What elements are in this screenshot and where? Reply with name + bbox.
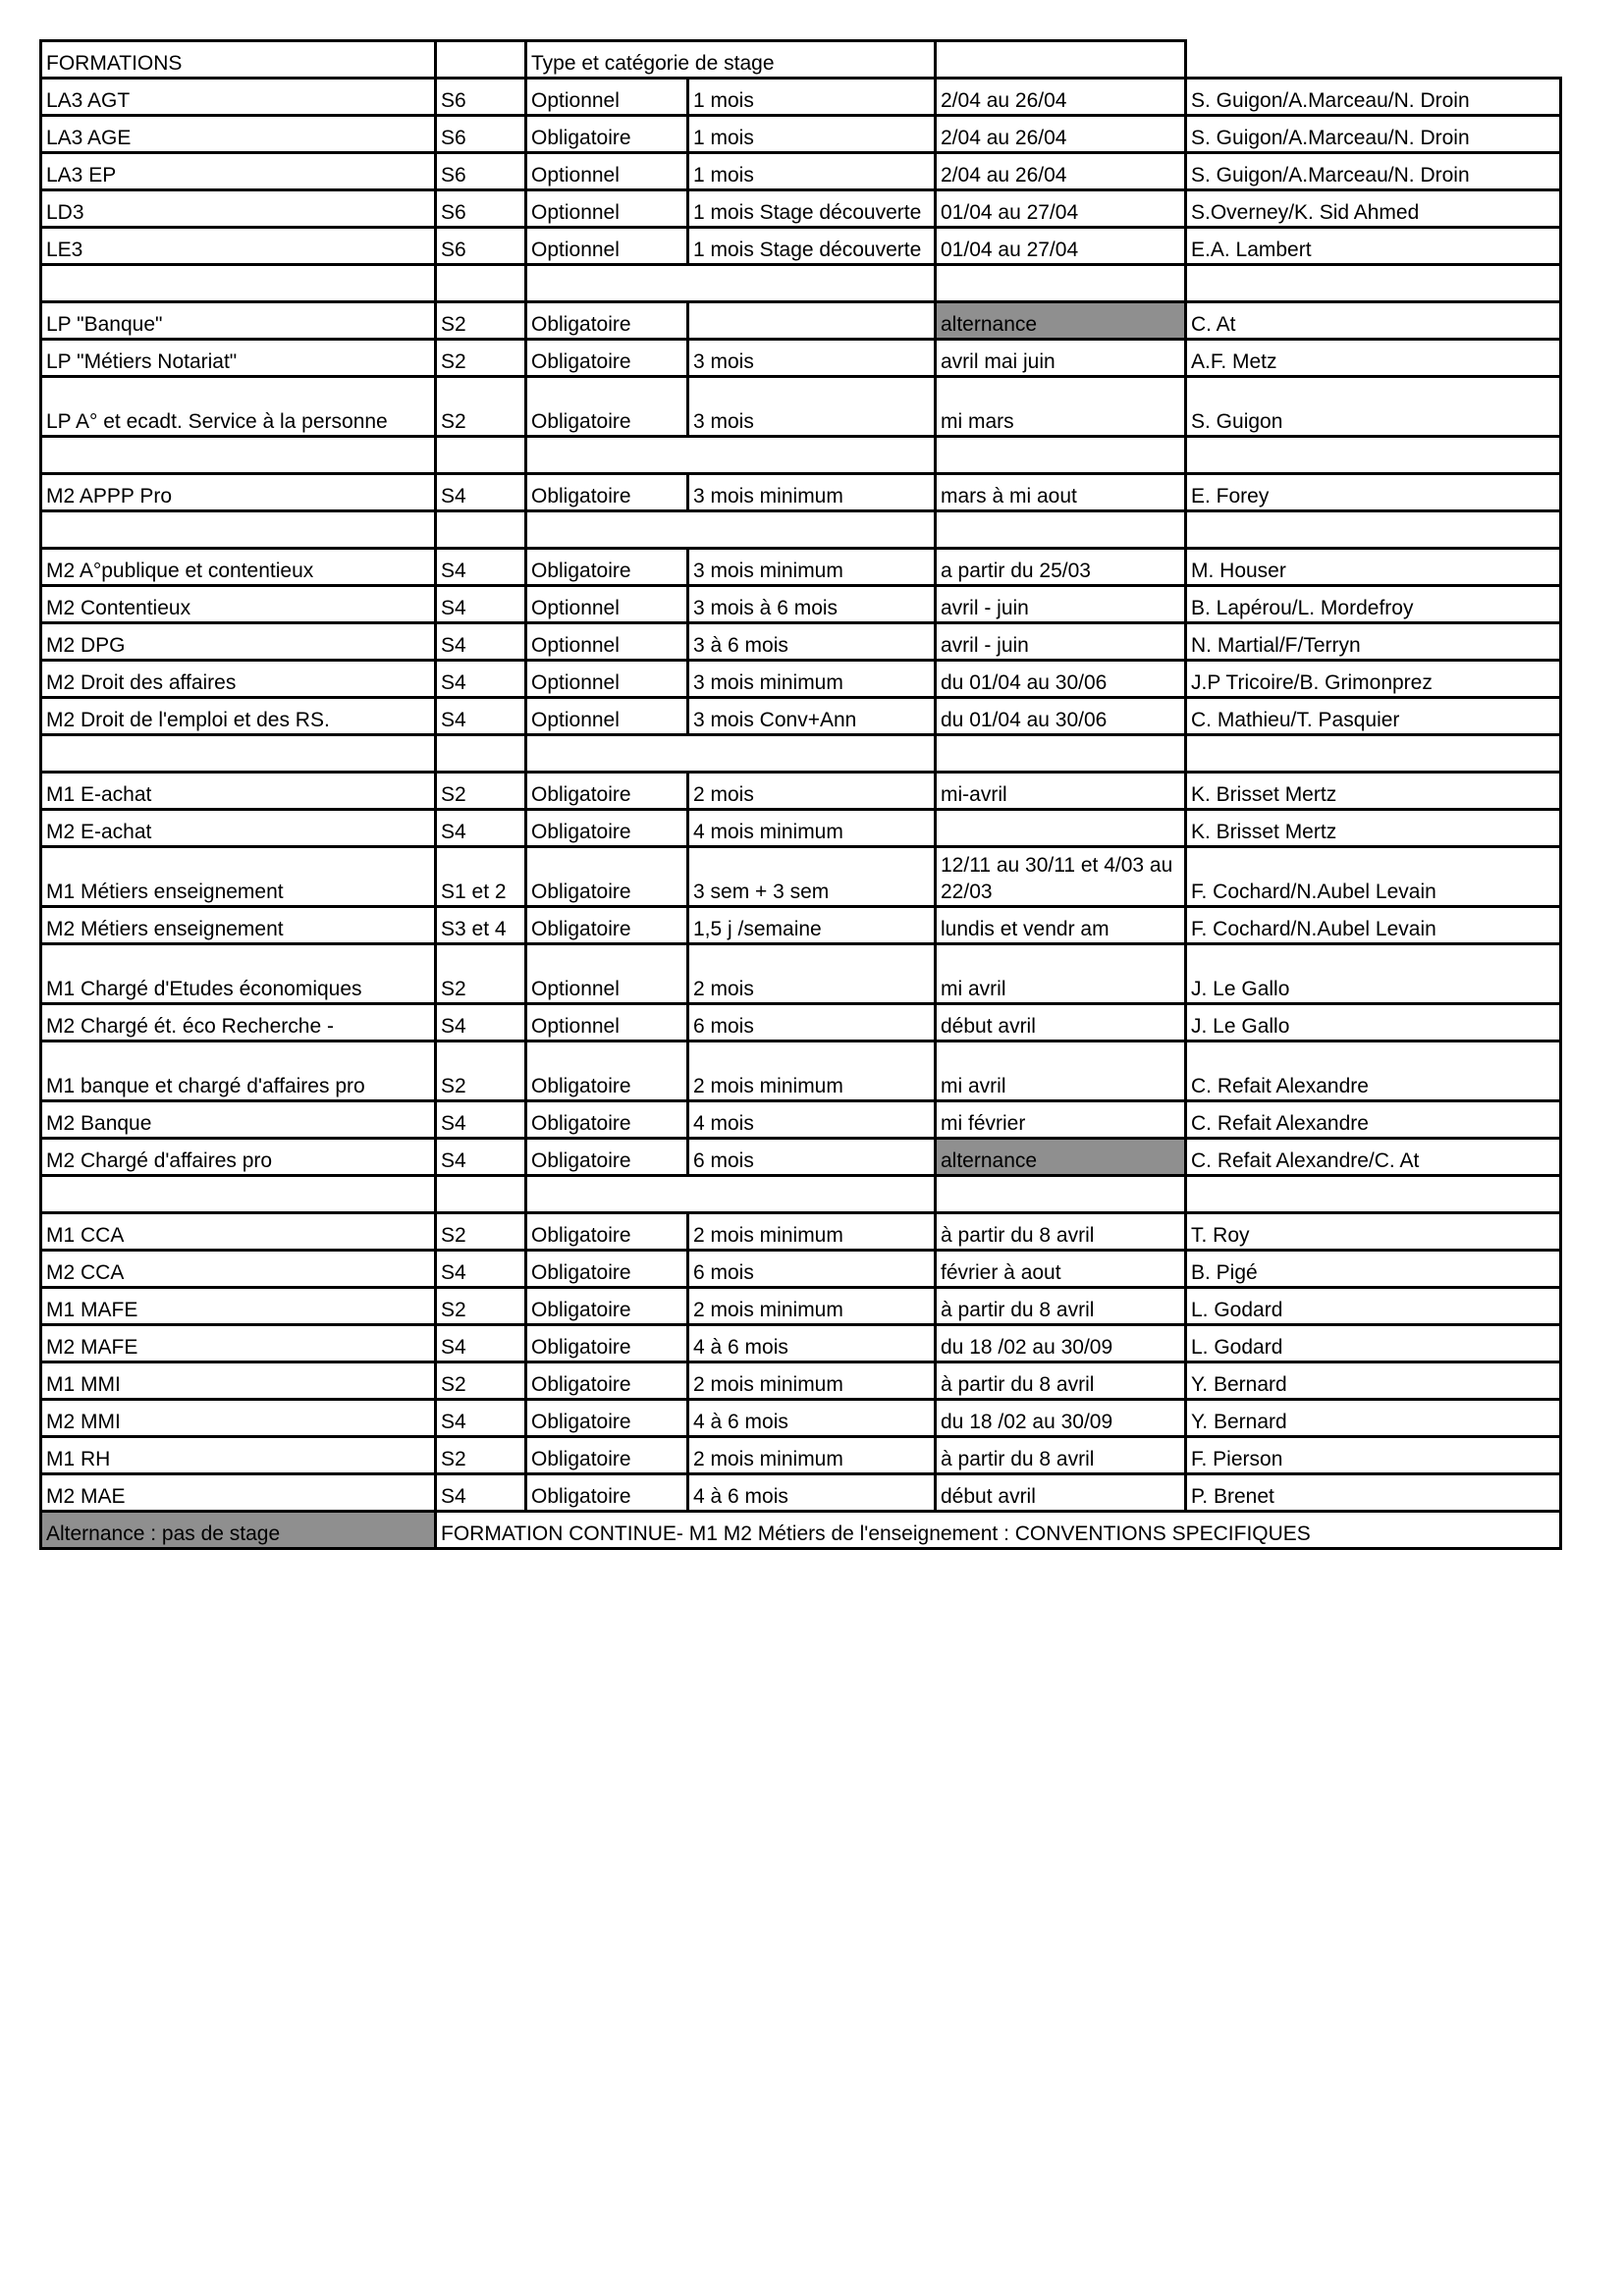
type-cell: Obligatoire bbox=[526, 302, 688, 340]
period-cell: à partir du 8 avril bbox=[936, 1437, 1186, 1474]
contact-cell: C. Refait Alexandre bbox=[1186, 1041, 1561, 1101]
semester-cell: S2 bbox=[436, 1362, 526, 1400]
table-row bbox=[41, 1139, 1561, 1176]
period-cell: à partir du 8 avril bbox=[936, 1362, 1186, 1400]
table-row bbox=[41, 79, 1561, 116]
period-cell: alternance bbox=[936, 302, 1186, 340]
formation-cell: LA3 AGE bbox=[41, 116, 436, 153]
period-cell: à partir du 8 avril bbox=[936, 1288, 1186, 1325]
contact-cell: K. Brisset Mertz bbox=[1186, 810, 1561, 847]
contact-cell: L. Godard bbox=[1186, 1325, 1561, 1362]
table-row bbox=[41, 1213, 1561, 1251]
semester-cell: S4 bbox=[436, 1325, 526, 1362]
period-cell: 2/04 au 26/04 bbox=[936, 153, 1186, 190]
type-cell: Optionnel bbox=[526, 623, 688, 661]
table-row bbox=[41, 773, 1561, 810]
period-cell: 01/04 au 27/04 bbox=[936, 228, 1186, 265]
contact-cell: S. Guigon/A.Marceau/N. Droin bbox=[1186, 116, 1561, 153]
contact-cell: E.A. Lambert bbox=[1186, 228, 1561, 265]
formation-cell: LP "Banque" bbox=[41, 302, 436, 340]
contact-cell: J. Le Gallo bbox=[1186, 944, 1561, 1004]
table-row bbox=[41, 944, 1561, 1004]
table-row bbox=[41, 1251, 1561, 1288]
contact-cell: S. Guigon bbox=[1186, 377, 1561, 437]
semester-cell: S4 bbox=[436, 623, 526, 661]
period-cell: a partir du 25/03 bbox=[936, 549, 1186, 586]
duration-cell: 2 mois minimum bbox=[688, 1288, 936, 1325]
duration-cell: 2 mois minimum bbox=[688, 1362, 936, 1400]
empty-cell bbox=[936, 1176, 1186, 1213]
empty-cell bbox=[1186, 437, 1561, 474]
table-row bbox=[41, 474, 1561, 511]
empty-cell bbox=[1186, 511, 1561, 549]
period-cell: 01/04 au 27/04 bbox=[936, 190, 1186, 228]
formation-cell: M2 Droit des affaires bbox=[41, 661, 436, 698]
semester-cell: S4 bbox=[436, 1474, 526, 1512]
contact-cell: P. Brenet bbox=[1186, 1474, 1561, 1512]
type-cell: Optionnel bbox=[526, 698, 688, 735]
semester-cell: S2 bbox=[436, 377, 526, 437]
duration-cell: 3 à 6 mois bbox=[688, 623, 936, 661]
table-row bbox=[41, 1437, 1561, 1474]
period-cell: du 18 /02 au 30/09 bbox=[936, 1400, 1186, 1437]
semester-cell: S6 bbox=[436, 228, 526, 265]
table-row bbox=[41, 1362, 1561, 1400]
duration-cell: 1,5 j /semaine bbox=[688, 907, 936, 944]
semester-cell: S4 bbox=[436, 810, 526, 847]
empty-cell bbox=[41, 1176, 436, 1213]
type-cell: Obligatoire bbox=[526, 377, 688, 437]
table-row bbox=[41, 377, 1561, 437]
contact-cell: Y. Bernard bbox=[1186, 1400, 1561, 1437]
contact-cell: S. Guigon/A.Marceau/N. Droin bbox=[1186, 153, 1561, 190]
contact-cell: J.P Tricoire/B. Grimonprez bbox=[1186, 661, 1561, 698]
duration-cell: 4 à 6 mois bbox=[688, 1325, 936, 1362]
empty-cell bbox=[526, 511, 936, 549]
formation-cell: M2 Contentieux bbox=[41, 586, 436, 623]
duration-cell: 4 à 6 mois bbox=[688, 1474, 936, 1512]
type-cell: Obligatoire bbox=[526, 474, 688, 511]
type-cell: Obligatoire bbox=[526, 1437, 688, 1474]
formation-cell: M1 RH bbox=[41, 1437, 436, 1474]
empty-cell bbox=[526, 1176, 936, 1213]
table-row bbox=[41, 847, 1561, 907]
duration-cell: 1 mois Stage découverte bbox=[688, 190, 936, 228]
contact-cell: A.F. Metz bbox=[1186, 340, 1561, 377]
period-cell: mi mars bbox=[936, 377, 1186, 437]
table-row bbox=[41, 228, 1561, 265]
formation-cell: LP "Métiers Notariat" bbox=[41, 340, 436, 377]
formation-cell: M2 MAE bbox=[41, 1474, 436, 1512]
type-cell: Optionnel bbox=[526, 661, 688, 698]
duration-cell: 3 mois bbox=[688, 377, 936, 437]
semester-cell: S6 bbox=[436, 116, 526, 153]
type-cell: Obligatoire bbox=[526, 1474, 688, 1512]
type-cell: Obligatoire bbox=[526, 340, 688, 377]
table-row bbox=[41, 1325, 1561, 1362]
semester-cell: S4 bbox=[436, 1400, 526, 1437]
type-cell: Obligatoire bbox=[526, 1362, 688, 1400]
duration-cell: 4 mois bbox=[688, 1101, 936, 1139]
duration-cell: 2 mois bbox=[688, 944, 936, 1004]
contact-cell: C. At bbox=[1186, 302, 1561, 340]
table-row bbox=[41, 623, 1561, 661]
duration-cell: 3 mois bbox=[688, 340, 936, 377]
empty-cell bbox=[41, 511, 436, 549]
type-cell: Optionnel bbox=[526, 153, 688, 190]
empty-cell bbox=[41, 437, 436, 474]
type-cell: Optionnel bbox=[526, 1004, 688, 1041]
type-cell: Obligatoire bbox=[526, 116, 688, 153]
semester-cell: S4 bbox=[436, 1004, 526, 1041]
blank-separator-row bbox=[41, 511, 1561, 549]
formation-cell: M1 MAFE bbox=[41, 1288, 436, 1325]
contact-cell: J. Le Gallo bbox=[1186, 1004, 1561, 1041]
header-empty bbox=[1186, 41, 1561, 79]
period-cell bbox=[936, 810, 1186, 847]
table-row bbox=[41, 661, 1561, 698]
contact-cell: S.Overney/K. Sid Ahmed bbox=[1186, 190, 1561, 228]
formation-cell: M1 MMI bbox=[41, 1362, 436, 1400]
empty-cell bbox=[1186, 735, 1561, 773]
semester-cell: S4 bbox=[436, 1139, 526, 1176]
table-row bbox=[41, 302, 1561, 340]
semester-cell: S1 et 2 bbox=[436, 847, 526, 907]
empty-cell bbox=[936, 735, 1186, 773]
table-row bbox=[41, 549, 1561, 586]
duration-cell bbox=[688, 302, 936, 340]
blank-separator-row bbox=[41, 735, 1561, 773]
semester-cell: S4 bbox=[436, 549, 526, 586]
type-cell: Obligatoire bbox=[526, 907, 688, 944]
period-cell: du 18 /02 au 30/09 bbox=[936, 1325, 1186, 1362]
type-cell: Obligatoire bbox=[526, 1251, 688, 1288]
period-cell: 2/04 au 26/04 bbox=[936, 116, 1186, 153]
header-formations: FORMATIONS bbox=[41, 41, 436, 79]
duration-cell: 3 mois minimum bbox=[688, 661, 936, 698]
semester-cell: S4 bbox=[436, 661, 526, 698]
semester-cell: S2 bbox=[436, 773, 526, 810]
contact-cell: N. Martial/F/Terryn bbox=[1186, 623, 1561, 661]
duration-cell: 3 mois Conv+Ann bbox=[688, 698, 936, 735]
empty-cell bbox=[936, 511, 1186, 549]
contact-cell: L. Godard bbox=[1186, 1288, 1561, 1325]
period-cell: lundis et vendr am bbox=[936, 907, 1186, 944]
period-cell: alternance bbox=[936, 1139, 1186, 1176]
empty-cell bbox=[436, 1176, 526, 1213]
table-row bbox=[41, 907, 1561, 944]
empty-cell bbox=[936, 437, 1186, 474]
semester-cell: S2 bbox=[436, 1288, 526, 1325]
duration-cell: 2 mois bbox=[688, 773, 936, 810]
duration-cell: 6 mois bbox=[688, 1251, 936, 1288]
duration-cell: 3 mois à 6 mois bbox=[688, 586, 936, 623]
semester-cell: S2 bbox=[436, 1437, 526, 1474]
table-row bbox=[41, 153, 1561, 190]
period-cell: à partir du 8 avril bbox=[936, 1213, 1186, 1251]
table-row bbox=[41, 1400, 1561, 1437]
empty-cell bbox=[436, 511, 526, 549]
semester-cell: S2 bbox=[436, 1213, 526, 1251]
internship-table bbox=[39, 39, 1562, 1550]
table-row bbox=[41, 698, 1561, 735]
type-cell: Obligatoire bbox=[526, 549, 688, 586]
formation-cell: M2 MAFE bbox=[41, 1325, 436, 1362]
formation-cell: M2 Métiers enseignement bbox=[41, 907, 436, 944]
table-body bbox=[41, 79, 1561, 1512]
type-cell: Obligatoire bbox=[526, 1325, 688, 1362]
semester-cell: S4 bbox=[436, 474, 526, 511]
table-row bbox=[41, 340, 1561, 377]
empty-cell bbox=[1186, 265, 1561, 302]
duration-cell: 3 mois minimum bbox=[688, 474, 936, 511]
header-type: Type et catégorie de stage bbox=[526, 41, 936, 79]
table-row bbox=[41, 810, 1561, 847]
footer-row bbox=[41, 1512, 1561, 1549]
blank-separator-row bbox=[41, 1176, 1561, 1213]
blank-separator-row bbox=[41, 265, 1561, 302]
type-cell: Optionnel bbox=[526, 79, 688, 116]
empty-cell bbox=[526, 437, 936, 474]
formation-cell: M1 Chargé d'Etudes économiques bbox=[41, 944, 436, 1004]
empty-cell bbox=[526, 265, 936, 302]
contact-cell: C. Refait Alexandre bbox=[1186, 1101, 1561, 1139]
semester-cell: S4 bbox=[436, 1251, 526, 1288]
empty-cell bbox=[436, 265, 526, 302]
contact-cell: S. Guigon/A.Marceau/N. Droin bbox=[1186, 79, 1561, 116]
contact-cell: M. Houser bbox=[1186, 549, 1561, 586]
type-cell: Optionnel bbox=[526, 586, 688, 623]
formation-cell: LE3 bbox=[41, 228, 436, 265]
duration-cell: 1 mois bbox=[688, 79, 936, 116]
duration-cell: 4 mois minimum bbox=[688, 810, 936, 847]
semester-cell: S6 bbox=[436, 190, 526, 228]
empty-cell bbox=[936, 265, 1186, 302]
contact-cell: E. Forey bbox=[1186, 474, 1561, 511]
semester-cell: S6 bbox=[436, 153, 526, 190]
type-cell: Obligatoire bbox=[526, 1213, 688, 1251]
formation-cell: M2 Chargé d'affaires pro bbox=[41, 1139, 436, 1176]
header-row bbox=[41, 41, 1561, 79]
contact-cell: K. Brisset Mertz bbox=[1186, 773, 1561, 810]
empty-cell bbox=[41, 265, 436, 302]
header-semester bbox=[436, 41, 526, 79]
contact-cell: C. Mathieu/T. Pasquier bbox=[1186, 698, 1561, 735]
period-cell: avril mai juin bbox=[936, 340, 1186, 377]
period-cell: 2/04 au 26/04 bbox=[936, 79, 1186, 116]
formation-cell: M2 CCA bbox=[41, 1251, 436, 1288]
contact-cell: T. Roy bbox=[1186, 1213, 1561, 1251]
period-cell: avril - juin bbox=[936, 623, 1186, 661]
formation-cell: M1 CCA bbox=[41, 1213, 436, 1251]
period-cell: mi avril bbox=[936, 1041, 1186, 1101]
formation-cell: M1 banque et chargé d'affaires pro bbox=[41, 1041, 436, 1101]
period-cell: du 01/04 au 30/06 bbox=[936, 661, 1186, 698]
contact-cell: F. Cochard/N.Aubel Levain bbox=[1186, 847, 1561, 907]
blank-separator-row bbox=[41, 437, 1561, 474]
duration-cell: 2 mois minimum bbox=[688, 1437, 936, 1474]
period-cell: mi février bbox=[936, 1101, 1186, 1139]
type-cell: Obligatoire bbox=[526, 1041, 688, 1101]
period-cell: début avril bbox=[936, 1004, 1186, 1041]
formation-cell: LP A° et ecadt. Service à la personne bbox=[41, 377, 436, 437]
type-cell: Obligatoire bbox=[526, 1288, 688, 1325]
formation-cell: M2 A°publique et contentieux bbox=[41, 549, 436, 586]
empty-cell bbox=[1186, 1176, 1561, 1213]
table-row bbox=[41, 116, 1561, 153]
contact-cell: Y. Bernard bbox=[1186, 1362, 1561, 1400]
formation-cell: LA3 EP bbox=[41, 153, 436, 190]
type-cell: Obligatoire bbox=[526, 773, 688, 810]
empty-cell bbox=[436, 735, 526, 773]
header-period bbox=[936, 41, 1186, 79]
table-row bbox=[41, 1474, 1561, 1512]
period-cell: mi-avril bbox=[936, 773, 1186, 810]
type-cell: Obligatoire bbox=[526, 1139, 688, 1176]
contact-cell: B. Pigé bbox=[1186, 1251, 1561, 1288]
formation-cell: M2 Chargé ét. éco Recherche - bbox=[41, 1004, 436, 1041]
duration-cell: 6 mois bbox=[688, 1004, 936, 1041]
semester-cell: S4 bbox=[436, 698, 526, 735]
type-cell: Obligatoire bbox=[526, 1101, 688, 1139]
formation-cell: M2 MMI bbox=[41, 1400, 436, 1437]
contact-cell: B. Lapérou/L. Mordefroy bbox=[1186, 586, 1561, 623]
semester-cell: S4 bbox=[436, 1101, 526, 1139]
semester-cell: S6 bbox=[436, 79, 526, 116]
period-cell: mi avril bbox=[936, 944, 1186, 1004]
semester-cell: S2 bbox=[436, 302, 526, 340]
table-row bbox=[41, 190, 1561, 228]
formation-cell: M2 APPP Pro bbox=[41, 474, 436, 511]
period-cell: février à aout bbox=[936, 1251, 1186, 1288]
formation-cell: M1 E-achat bbox=[41, 773, 436, 810]
formation-cell: LD3 bbox=[41, 190, 436, 228]
duration-cell: 1 mois Stage découverte bbox=[688, 228, 936, 265]
footer-note: FORMATION CONTINUE- M1 M2 Métiers de l'enseignement : CONVENTIONS SPECIFIQUES bbox=[436, 1512, 1561, 1549]
type-cell: Optionnel bbox=[526, 228, 688, 265]
type-cell: Optionnel bbox=[526, 190, 688, 228]
duration-cell: 2 mois minimum bbox=[688, 1213, 936, 1251]
semester-cell: S2 bbox=[436, 944, 526, 1004]
duration-cell: 3 sem + 3 sem bbox=[688, 847, 936, 907]
formation-cell: LA3 AGT bbox=[41, 79, 436, 116]
duration-cell: 6 mois bbox=[688, 1139, 936, 1176]
type-cell: Obligatoire bbox=[526, 810, 688, 847]
formation-cell: M2 Banque bbox=[41, 1101, 436, 1139]
contact-cell: F. Pierson bbox=[1186, 1437, 1561, 1474]
period-cell: mars à mi aout bbox=[936, 474, 1186, 511]
semester-cell: S4 bbox=[436, 586, 526, 623]
duration-cell: 4 à 6 mois bbox=[688, 1400, 936, 1437]
semester-cell: S2 bbox=[436, 1041, 526, 1101]
contact-cell: F. Cochard/N.Aubel Levain bbox=[1186, 907, 1561, 944]
formation-cell: M2 Droit de l'emploi et des RS. bbox=[41, 698, 436, 735]
duration-cell: 1 mois bbox=[688, 153, 936, 190]
duration-cell: 2 mois minimum bbox=[688, 1041, 936, 1101]
duration-cell: 1 mois bbox=[688, 116, 936, 153]
table-row bbox=[41, 1288, 1561, 1325]
contact-cell: C. Refait Alexandre/C. At bbox=[1186, 1139, 1561, 1176]
period-cell: 12/11 au 30/11 et 4/03 au 22/03 bbox=[936, 847, 1186, 907]
formation-cell: M1 Métiers enseignement bbox=[41, 847, 436, 907]
period-cell: avril - juin bbox=[936, 586, 1186, 623]
type-cell: Obligatoire bbox=[526, 847, 688, 907]
empty-cell bbox=[41, 735, 436, 773]
duration-cell: 3 mois minimum bbox=[688, 549, 936, 586]
semester-cell: S2 bbox=[436, 340, 526, 377]
empty-cell bbox=[526, 735, 936, 773]
empty-cell bbox=[436, 437, 526, 474]
formation-cell: M2 DPG bbox=[41, 623, 436, 661]
footer-legend: Alternance : pas de stage bbox=[41, 1512, 436, 1549]
period-cell: début avril bbox=[936, 1474, 1186, 1512]
table-row bbox=[41, 586, 1561, 623]
type-cell: Optionnel bbox=[526, 944, 688, 1004]
period-cell: du 01/04 au 30/06 bbox=[936, 698, 1186, 735]
table-row bbox=[41, 1004, 1561, 1041]
semester-cell: S3 et 4 bbox=[436, 907, 526, 944]
table-row bbox=[41, 1101, 1561, 1139]
table-row bbox=[41, 1041, 1561, 1101]
type-cell: Obligatoire bbox=[526, 1400, 688, 1437]
formation-cell: M2 E-achat bbox=[41, 810, 436, 847]
